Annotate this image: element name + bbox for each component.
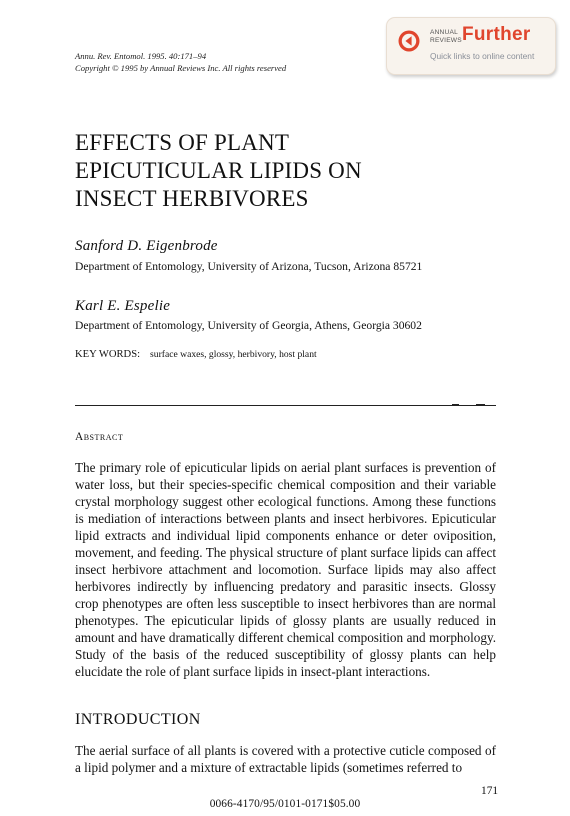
author-name-2: Karl E. Espelie (75, 298, 171, 314)
further-quick-links-banner[interactable] (386, 17, 556, 75)
key-words (75, 349, 317, 360)
banner-tagline: Quick links to online content (430, 51, 535, 61)
citation-copyright-line: Copyright © 1995 by Annual Reviews Inc. All rights reserved (75, 63, 287, 73)
banner-publisher-name (430, 29, 462, 44)
journal-citation (75, 50, 286, 74)
annual-reviews-logo-icon (398, 30, 420, 52)
title-line-2: EPICUTICULAR LIPIDS ON (75, 158, 362, 183)
page-number: 171 (481, 785, 499, 797)
divider-mark (476, 404, 485, 406)
citation-journal-line: Annu. Rev. Entomol. 1995. 40:171–94 (75, 51, 207, 61)
author-affiliation-2: Department of Entomology, University of Georgia, Athens, Georgia 30602 (75, 319, 422, 332)
section-divider (75, 405, 496, 406)
divider-mark (452, 404, 459, 406)
abstract-text: The primary role of epicuticular lipids on aerial plant surfaces is prevention of water loss, but their species-specific chemical composition and their variable crystal morphology suggest other ecological functions. Among these functions is mediation of interactions between plants and insect herbivores. Epicuticular lipid extracts and individual lipid components enhance or deter oviposition, movement, and feeding. The physical structure of plant surface lipids can affect insect herbivore attachment and locomotion. Surface lipids may also affect herbivores indirectly by influencing predatory and parasitic insects. Glossy crop phenotypes are often less susceptible to insect herbivores than are normal phenotypes. The epicuticular lipids of glossy plants are usually reduced in amount and have dramatically different chemical composition and morphology. Study of the basis of the reduced susceptibility of glossy plants can help elucidate the role of plant surface lipids in insect-plant interactions. (75, 460, 496, 679)
key-words-values: surface waxes, glossy, herbivory, host plant (150, 349, 317, 360)
article-code: 0066-4170/95/0101-0171$05.00 (209, 798, 361, 810)
banner-reviews-text: REVIEWS (430, 36, 462, 44)
author-name-1: Sanford D. Eigenbrode (75, 238, 218, 254)
key-words-label: KEY WORDS: (75, 349, 141, 360)
introduction-heading: INTRODUCTION (75, 711, 201, 728)
banner-annual-text: ANNUAL (430, 29, 458, 36)
introduction-text: The aerial surface of all plants is covered with a protective cuticle composed of a lipid polymer and a mixture of extractable lipids (sometimes referred to (75, 743, 496, 775)
title-line-1: EFFECTS OF PLANT (75, 130, 290, 155)
article-title (75, 129, 362, 213)
title-line-3: INSECT HERBIVORES (75, 186, 309, 211)
abstract-heading: Abstract (75, 431, 124, 443)
banner-further-text: Further (462, 24, 531, 45)
author-affiliation-1: Department of Entomology, University of Arizona, Tucson, Arizona 85721 (75, 260, 423, 273)
